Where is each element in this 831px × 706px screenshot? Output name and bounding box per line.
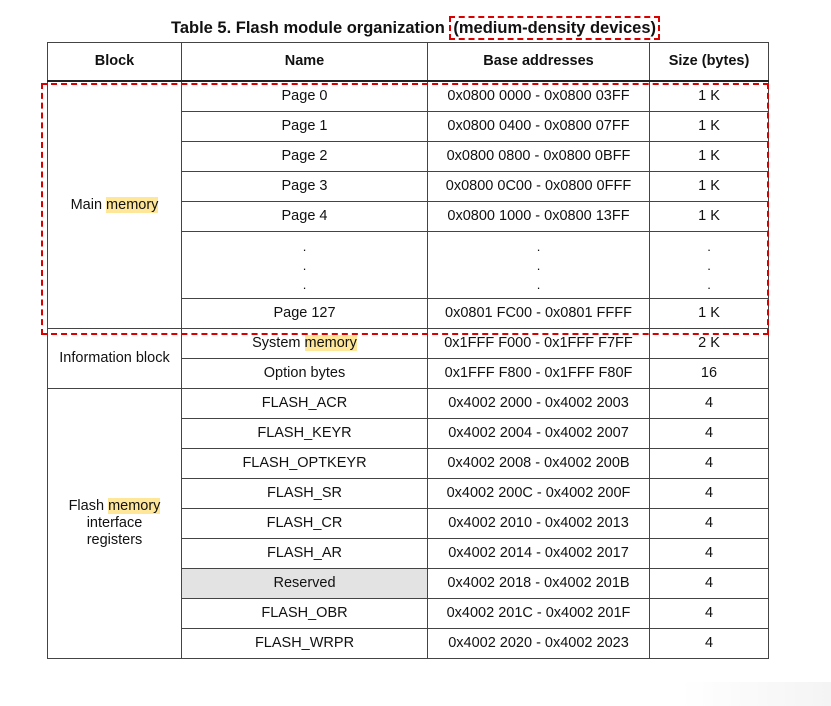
row-size: 1 K <box>650 112 769 142</box>
row-address: 0x0800 0000 - 0x0800 03FF <box>428 81 650 112</box>
header-size: Size (bytes) <box>650 43 769 82</box>
ellipsis-dot: . <box>302 276 307 292</box>
row-address: 0x0800 0400 - 0x0800 07FF <box>428 112 650 142</box>
ellipsis-dot: . <box>536 238 541 254</box>
block-main-memory <box>48 81 182 329</box>
row-size: 1 K <box>650 202 769 232</box>
row-name: FLASH_SR <box>182 479 428 509</box>
row-name: Option bytes <box>182 359 428 389</box>
header-block: Block <box>48 43 182 82</box>
table-row <box>48 329 769 359</box>
highlighted-word: memory <box>304 335 357 352</box>
row-size: 4 <box>650 539 769 569</box>
row-size: 4 <box>650 389 769 419</box>
row-address: 0x0800 1000 - 0x0800 13FF <box>428 202 650 232</box>
block-label: registers <box>86 531 143 548</box>
row-size: 1 K <box>650 81 769 112</box>
row-address: 0x1FFF F000 - 0x1FFF F7FF <box>428 329 650 359</box>
row-size: 4 <box>650 629 769 659</box>
row-address: 0x4002 2000 - 0x4002 2003 <box>428 389 650 419</box>
row-name: Page 3 <box>182 172 428 202</box>
block-information: Information block <box>48 329 182 389</box>
row-size: 2 K <box>650 329 769 359</box>
flash-organization-table <box>47 42 769 659</box>
row-name <box>182 329 428 359</box>
row-address: 0x4002 2014 - 0x4002 2017 <box>428 539 650 569</box>
row-size: 4 <box>650 509 769 539</box>
row-name: FLASH_CR <box>182 509 428 539</box>
row-name: FLASH_WRPR <box>182 629 428 659</box>
ellipsis-dot: . <box>707 238 711 254</box>
header-name: Name <box>182 43 428 82</box>
block-label: Flash <box>68 498 109 515</box>
row-size: 4 <box>650 479 769 509</box>
row-name: FLASH_OBR <box>182 599 428 629</box>
ellipsis-dot: . <box>707 257 711 273</box>
row-address: 0x4002 200C - 0x4002 200F <box>428 479 650 509</box>
name-text: System <box>252 335 305 352</box>
ellipsis-dot: . <box>302 238 307 254</box>
row-size: 4 <box>650 569 769 599</box>
row-name: FLASH_KEYR <box>182 419 428 449</box>
row-name: Page 0 <box>182 81 428 112</box>
corner-shading <box>681 682 831 706</box>
row-name: Reserved <box>182 569 428 599</box>
table-row <box>48 81 769 112</box>
block-label: Main <box>70 196 107 213</box>
row-address: 0x4002 2018 - 0x4002 201B <box>428 569 650 599</box>
row-size: 1 K <box>650 142 769 172</box>
ellipsis-dot: . <box>707 276 711 292</box>
row-address: 0x0800 0800 - 0x0800 0BFF <box>428 142 650 172</box>
ellipsis-address <box>428 232 650 299</box>
row-address: 0x0801 FC00 - 0x0801 FFFF <box>428 299 650 329</box>
row-size: 1 K <box>650 299 769 329</box>
caption-title: Table 5. Flash module organization <box>170 19 450 37</box>
block-flash-registers <box>48 389 182 659</box>
row-name: FLASH_OPTKEYR <box>182 449 428 479</box>
row-size: 16 <box>650 359 769 389</box>
row-size: 4 <box>650 449 769 479</box>
row-address: 0x4002 2008 - 0x4002 200B <box>428 449 650 479</box>
row-name: FLASH_ACR <box>182 389 428 419</box>
row-address: 0x4002 2004 - 0x4002 2007 <box>428 419 650 449</box>
ellipsis-dot: . <box>302 257 307 273</box>
ellipsis-name <box>182 232 428 299</box>
row-name: Page 127 <box>182 299 428 329</box>
table-caption <box>0 19 831 38</box>
row-name: Page 4 <box>182 202 428 232</box>
caption-highlighted-note: (medium-density devices) <box>449 16 660 40</box>
table-row <box>48 389 769 419</box>
row-size: 4 <box>650 599 769 629</box>
row-name: Page 2 <box>182 142 428 172</box>
row-name: FLASH_AR <box>182 539 428 569</box>
ellipsis-size <box>650 232 769 299</box>
row-address: 0x4002 201C - 0x4002 201F <box>428 599 650 629</box>
highlighted-word: memory <box>108 498 161 515</box>
row-size: 1 K <box>650 172 769 202</box>
row-size: 4 <box>650 419 769 449</box>
header-base-addresses: Base addresses <box>428 43 650 82</box>
row-address: 0x4002 2010 - 0x4002 2013 <box>428 509 650 539</box>
block-label: interface <box>86 515 143 532</box>
row-address: 0x0800 0C00 - 0x0800 0FFF <box>428 172 650 202</box>
header-row <box>48 43 769 82</box>
row-name: Page 1 <box>182 112 428 142</box>
row-address: 0x4002 2020 - 0x4002 2023 <box>428 629 650 659</box>
highlighted-word: memory <box>106 196 159 213</box>
ellipsis-dot: . <box>536 257 541 273</box>
row-address: 0x1FFF F800 - 0x1FFF F80F <box>428 359 650 389</box>
ellipsis-dot: . <box>536 276 541 292</box>
